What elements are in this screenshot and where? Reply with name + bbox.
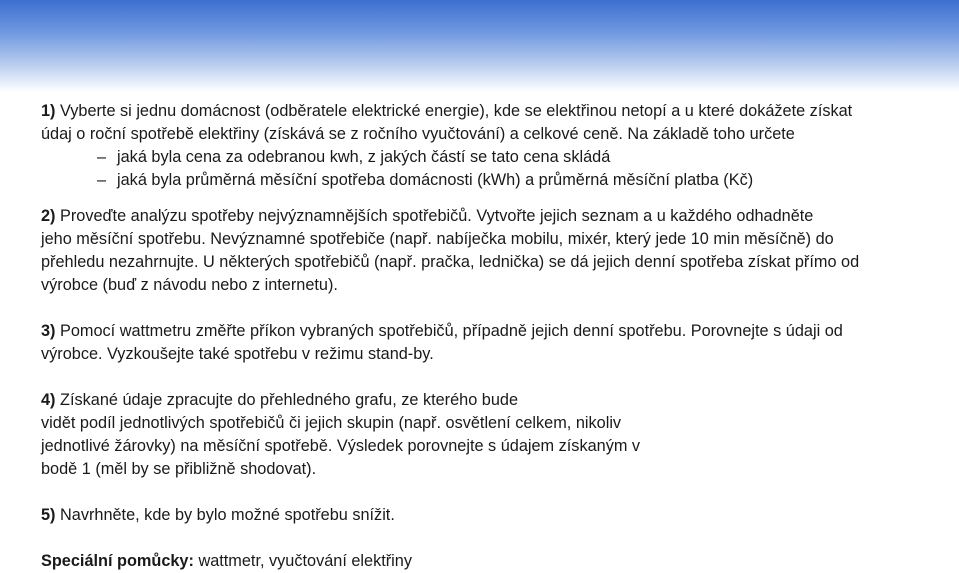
task-1-line: 1) Vyberte si jednu domácnost (odběratele elektrické energie), kde se elektřinou netopí a u které dokážete získat — [41, 102, 853, 120]
special-tools-label: Speciální pomůcky: — [41, 552, 194, 570]
task-item-1 — [41, 100, 946, 192]
task-item-2 — [41, 205, 946, 297]
task-1-line: údaj o roční spotřebě elektřiny (získává se z ročního vyučtování) a celkové ceně. Na základě toho určete — [41, 125, 795, 143]
task-2-line: přehledu nezahrnujte. U některých spotřebičů (např. pračka, lednička) se dá jejich denní spotřeba získat přímo od — [41, 253, 860, 271]
task-2-line: 2) Proveďte analýzu spotřeby nejvýznamnějších spotřebičů. Vytvořte jejich seznam a u každého odhadněte — [41, 207, 814, 225]
task-2-line: jeho měsíční spotřebu. Nevýznamné spotřebiče (např. nabíječka mobilu, mixér, který jede 10 min měsíčně) do — [41, 230, 834, 248]
task-5-line: 5) Navrhněte, kde by bylo možné spotřebu snížit. — [41, 506, 395, 524]
task-1-subitem: – jaká byla cena za odebranou kwh, z jakých částí se tato cena skládá — [41, 146, 946, 169]
task-instructions — [41, 100, 946, 573]
task-5-number: 5) — [41, 506, 56, 524]
task-1-subitem: – jaká byla průměrná měsíční spotřeba domácnosti (kWh) a průměrná měsíční platba (Kč) — [41, 169, 946, 192]
header-gradient-band — [0, 0, 959, 92]
task-4-line: vidět podíl jednotlivých spotřebičů či jejich skupin (např. osvětlení celkem, nikoliv — [41, 414, 622, 432]
task-item-4 — [41, 389, 946, 481]
task-4-line: jednotlivé žárovky) na měsíční spotřebě. Výsledek porovnejte s údajem získaným v — [41, 437, 641, 455]
task-2-line: výrobce (buď z návodu nebo z internetu). — [41, 276, 338, 294]
task-3-line: 3) Pomocí wattmetru změřte příkon vybraných spotřebičů, případně jejich denní spotřebu. Porovnejte s údaji od — [41, 322, 843, 340]
task-3-line: výrobce. Vyzkoušejte také spotřebu v režimu stand-by. — [41, 345, 434, 363]
task-1-number: 1) — [41, 102, 56, 120]
dash-bullet: – — [97, 171, 107, 189]
task-2-number: 2) — [41, 207, 56, 225]
special-tools-text: wattmetr, vyučtování elektřiny — [193, 552, 412, 570]
special-tools — [41, 550, 946, 573]
task-item-5 — [41, 504, 946, 527]
task-4-line: bodě 1 (měl by se přibližně shodovat). — [41, 460, 317, 478]
task-4-line: 4) Získané údaje zpracujte do přehledného grafu, ze kterého bude — [41, 391, 519, 409]
dash-bullet: – — [97, 148, 107, 166]
task-item-3 — [41, 320, 946, 366]
task-3-number: 3) — [41, 322, 56, 340]
task-4-number: 4) — [41, 391, 56, 409]
